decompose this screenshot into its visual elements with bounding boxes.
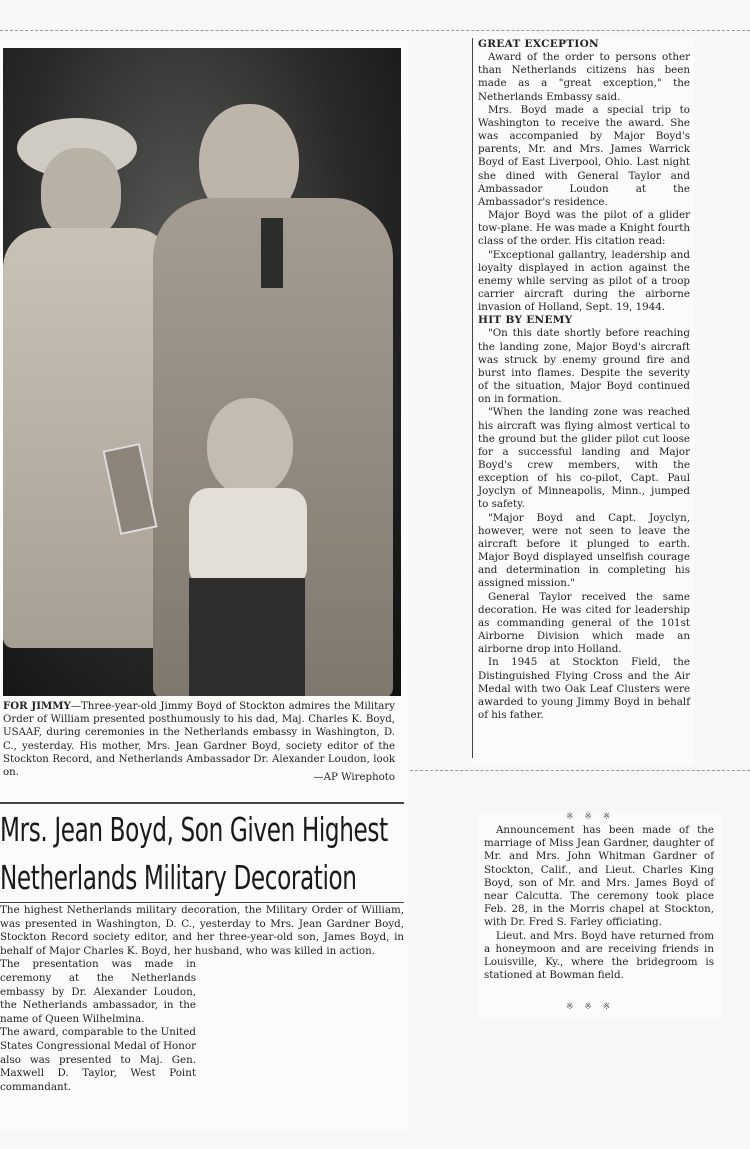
right-paragraph-9: In 1945 at Stockton Field, the Distinguished Flying Cross and the Air Medal with two Oak Leaf Clusters were awarded to young Jimmy Boyd in behalf of his father. [478,656,690,721]
announcement-paragraph-2: Lieut. and Mrs. Boyd have returned from a honeymoon and are receiving friends in Louisville, Ky., where the bridegroom is stationed at Bowman field. [484,929,714,982]
right-column [478,38,690,722]
man-tie-shape [261,218,283,288]
right-paragraph-6: "When the landing zone was reached his aircraft was flying almost vertical to the ground but the glider pilot cut loose for a successful landing and Major Boyd's crew members, with the exception of his co-pilot, Capt. Paul Joyclyn of Minneapolis, Minn., jumped to safety. [478,406,690,511]
announcement [484,824,714,982]
cut-line-mid [410,770,750,771]
headline-rule-bottom [0,902,404,903]
photo-caption [3,700,395,779]
headline [0,806,388,902]
right-column-rule [472,38,473,758]
subhead-hit-by-enemy: HIT BY ENEMY [478,314,573,327]
caption-lead: FOR JIMMY [3,700,71,712]
announcement-stars-top: ※ ※ ※ [566,812,615,822]
story-paragraph-2: The presentation was made in ceremony at the Netherlands embassy by Dr. Alexander Loudon, the Netherlands ambassador, in the name of Queen Wilhelmina. [0,958,196,1025]
right-paragraph-4: "Exceptional gallantry, leadership and loyalty displayed in action against the enemy while serving as pilot of a troop carrier aircraft during the airborne invasion of Holland, Sept. 19, 1944. [478,248,690,314]
news-photo [3,48,401,696]
story-paragraph-1: The highest Netherlands military decoration, the Military Order of William, was presented in Washington, D. C., yesterday to Mrs. Jean Gardner Boyd, Stockton Record society editor, and her three-year-old son, James Boyd, in behalf of Major Charles K. Boyd, her husband, who was killed in action. [0,904,404,957]
caption-text: —Three-year-old Jimmy Boyd of Stockton admires the Military Order of William presented posthumously to his dad, Maj. Charles K. Boyd, USAAF, during ceremonies in the Netherlands embassy in Washington, D. C., yesterday. His mother, Mrs. Jean Gardner Boyd, society editor of the Stockton Record, and Netherlands Ambassador Dr. Alexander Loudon, look on. [3,701,395,779]
boy-shorts-shape [189,578,305,696]
woman-face-shape [41,148,121,240]
right-paragraph-8: General Taylor received the same decoration. He was cited for leadership as commanding general of the 101st Airborne Division which made an airborne drop into Holland. [478,590,690,656]
headline-line-2: Netherlands Military Decoration [0,858,357,897]
woman-dress-shape [3,228,173,648]
announcement-paragraph-1: Announcement has been made of the marriage of Miss Jean Gardner, daughter of Mr. and Mrs. John Whitman Gardner of Stockton, Calif., and Lieut. Charles King Boyd, son of Mr. and Mrs. James Boyd of near Calcutta. The ceremony took place Feb. 28, in the Morris chapel at Stockton, with Dr. Fred S. Farley officiating. [484,824,714,929]
right-paragraph-7: "Major Boyd and Capt. Joyclyn, however, were not seen to leave the aircraft before it plunged to earth. Major Boyd displayed unselfish courage and determination in completing his assigned mission." [478,511,690,590]
right-paragraph-1: Award of the order to persons other than Netherlands citizens has been made as a "great exception," the Netherlands Embassy said. [478,51,690,103]
subhead-great-exception: GREAT EXCEPTION [478,38,599,50]
headline-rule-top [0,802,404,804]
boy-head-shape [207,398,293,496]
cut-line-top [0,30,750,31]
right-paragraph-5: "On this date shortly before reaching the landing zone, Major Boyd's aircraft was struck by enemy ground fire and burst into flames. Despite the severity of the situation, Major Boyd continued on in formation. [478,327,690,406]
right-paragraph-3: Major Boyd was the pilot of a glider tow-plane. He was made a Knight fourth class of the order. His citation read: [478,209,690,248]
story-paragraph-3: The award, comparable to the United States Congressional Medal of Honor also was presented to Maj. Gen. Maxwell D. Taylor, West Point commandant. [0,1026,196,1093]
photo-credit: —AP Wirephoto [313,772,395,783]
right-paragraph-2: Mrs. Boyd made a special trip to Washington to receive the award. She was accompanied by Major Boyd's parents, Mr. and Mrs. James Warrick Boyd of East Liverpool, Ohio. Last night she dined with General Taylor and Ambassador Loudon at the Ambassador's residence. [478,103,690,208]
boy-shirt-shape [189,488,307,588]
announcement-stars-bottom: ※ ※ ※ [566,1002,615,1012]
story-body [0,904,404,1094]
headline-line-1: Mrs. Jean Boyd, Son Given Highest [0,810,388,849]
